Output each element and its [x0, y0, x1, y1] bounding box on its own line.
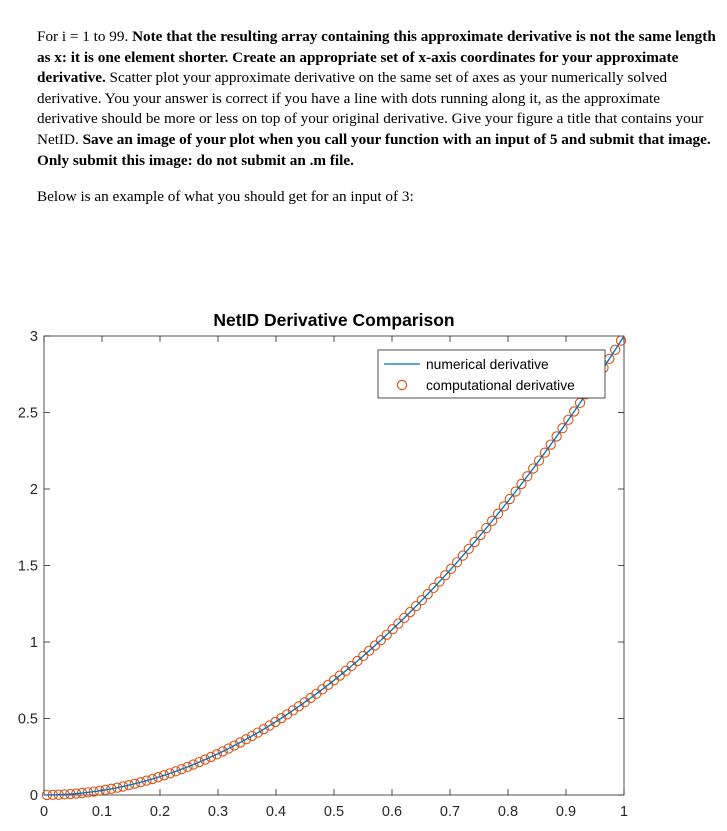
- x-tick-label: 0.2: [149, 804, 171, 820]
- loop-range-text: For i = 1 to 99.: [37, 28, 129, 45]
- y-tick-label: 2: [29, 482, 38, 498]
- x-tick-label: 0: [39, 804, 49, 820]
- scatter-instruction: Scatter plot your approximate derivative on the same set of axes as your numerically solved derivative. You your answer is correct if you have a line with dots running along it, as the approximate derivative should be more or less on top of your original derivative. Give your figure a title that contains your NetID.: [37, 69, 704, 148]
- derivative-comparison-chart: [0, 295, 727, 831]
- y-tick-label: 1.5: [17, 558, 38, 575]
- y-tick-label: 1: [29, 635, 38, 651]
- x-tick-label: 0.3: [207, 804, 229, 820]
- y-tick-label: 0: [29, 788, 38, 804]
- legend-label-computational: computational derivative: [426, 378, 575, 393]
- x-tick-label: 0.7: [439, 804, 461, 820]
- length-note: Note that the resulting array containing this approximate derivative is not the same length as x: it is one element shorter.: [37, 28, 716, 66]
- x-tick-label: 0.8: [497, 804, 519, 820]
- assignment-text: [37, 27, 722, 208]
- plot-area: [44, 336, 624, 795]
- y-tick-label: 0.5: [17, 711, 38, 728]
- x-tick-label: 0.9: [555, 804, 577, 820]
- x-tick-label: 0.4: [265, 804, 287, 820]
- x-tick-label: 1: [619, 804, 629, 820]
- submit-instruction: Save an image of your plot when you call your function with an input of 5 and submit that image. Only submit this image: do not submit an .m file.: [37, 130, 711, 169]
- x-tick-label: 0.5: [323, 804, 345, 820]
- y-tick-label: 2.5: [17, 405, 38, 422]
- instructions-paragraph: [37, 27, 722, 171]
- chart-legend: [378, 350, 605, 398]
- x-tick-label: 0.1: [91, 804, 113, 820]
- axes-frame: [44, 336, 624, 795]
- x-axis-instruction: Create an appropriate set of x-axis coordinates for your approximate derivative.: [37, 48, 679, 87]
- legend-label-numerical: numerical derivative: [426, 357, 549, 372]
- chart-title: NetID Derivative Comparison: [213, 310, 455, 330]
- y-tick-label: 3: [29, 329, 38, 345]
- example-intro: Below is an example of what you should get for an input of 3:: [37, 188, 414, 206]
- x-tick-label: 0.6: [381, 804, 403, 820]
